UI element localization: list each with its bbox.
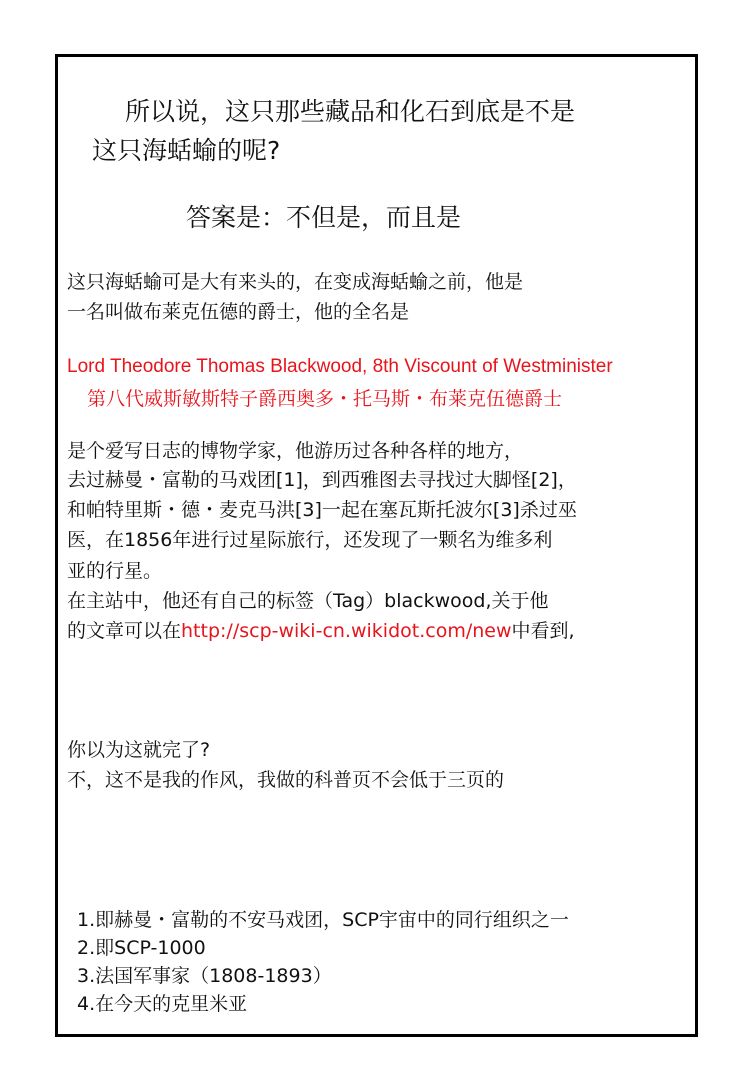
footnote-4: 4.在今天的克里米亚 <box>77 993 248 1015</box>
teaser-line-1: 你以为这就完了? <box>67 739 211 761</box>
intro-line-2: 一名叫做布莱克伍德的爵士，他的全名是 <box>67 301 410 323</box>
bio-line-5: 亚的行星。 <box>67 560 163 582</box>
bio-line-7 <box>67 616 575 643</box>
footnote-3: 3.法国军事家（1808-1893） <box>77 965 332 987</box>
footnote-2: 2.即SCP-1000 <box>77 937 206 959</box>
full-name-english: Lord Theodore Thomas Blackwood, 8th Viscount of Westminister <box>67 356 613 377</box>
question-line-1: 所以说，这只那些藏品和化石到底是不是 <box>125 97 576 126</box>
intro-line-1: 这只海蛞蝓可是大有来头的，在变成海蛞蝓之前，他是 <box>67 271 524 293</box>
bio-line-1: 是个爱写日志的博物学家，他游历过各种各样的地方， <box>67 440 524 462</box>
wiki-link[interactable]: http://scp-wiki-cn.wikidot.com/new <box>181 620 512 642</box>
bio-line-4: 医，在1856年进行过星际旅行，还发现了一颗名为维多利 <box>67 529 553 551</box>
link-suffix: 中看到, <box>511 620 575 642</box>
full-name-chinese: 第八代威斯敏斯特子爵西奥多・托马斯・布莱克伍德爵士 <box>87 388 563 410</box>
question-line-2: 这只海蛞蝓的呢? <box>92 136 281 165</box>
bio-line-6: 在主站中，他还有自己的标签（Tag）blackwood,关于他 <box>67 590 549 612</box>
footnote-1: 1.即赫曼・富勒的不安马戏团，SCP宇宙中的同行组织之一 <box>77 909 569 931</box>
answer-text: 答案是：不但是，而且是 <box>186 203 462 232</box>
bio-line-2: 去过赫曼・富勒的马戏团[1]，到西雅图去寻找过大脚怪[2]， <box>67 469 577 491</box>
teaser-line-2: 不，这不是我的作风，我做的科普页不会低于三页的 <box>67 769 505 791</box>
link-prefix: 的文章可以在 <box>67 620 182 642</box>
bio-line-3: 和帕特里斯・德・麦克马洪[3]一起在塞瓦斯托波尔[3]杀过巫 <box>67 499 577 521</box>
